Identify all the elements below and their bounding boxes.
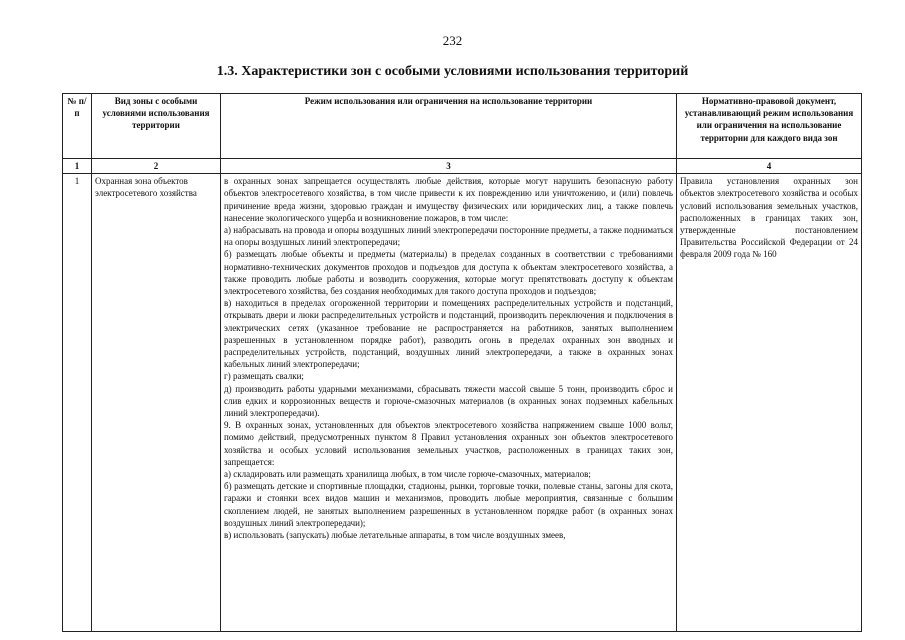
legal-document-cell: Правила установления охранных зон объектов электросетевого хозяйства и особых условий использования земельных участков, расположенных в границах таких зон, утвержденные постановлением Правительства Российской Федерации от 24 февраля 2009 года № 160	[677, 174, 862, 632]
regime-paragraph: а) складировать или размещать хранилища любых, в том числе горюче-смазочных, материалов;	[224, 469, 591, 480]
zones-table	[62, 93, 862, 632]
regime-paragraph: б) размещать любые объекты и предметы (материалы) в пределах созданных в соответствии с требованиями нормативно-технических документов проходов и подъездов для доступа к объектам электросетевого хозяйства, а также проводить любые работы и возводить сооружения, которые могут препятствовать доступу к объектам электросетевого хозяйства, без создания необходимых для такого доступа проходов и подъездов;	[224, 249, 673, 297]
column-number: 2	[92, 159, 221, 174]
regime-paragraph: д) производить работы ударными механизмами, сбрасывать тяжести массой свыше 5 тонн, производить сброс и слив едких и коррозионных веществ и горюче-смазочных материалов (в охранных зонах подземных кабельных линий электропередачи).	[224, 383, 673, 419]
regime-paragraph: г) размещать свалки;	[224, 371, 304, 382]
section-title: 1.3. Характеристики зон с особыми условиями использования территорий	[216, 64, 689, 79]
column-number: 1	[63, 159, 92, 174]
header-zone-type: Вид зоны с особыми условиями использования территории	[92, 94, 221, 159]
regime-paragraph: а) набрасывать на провода и опоры воздушных линий электропередачи посторонние предметы, а также подниматься на опоры воздушных линий электропередачи;	[224, 225, 673, 248]
regime-paragraph: в охранных зонах запрещается осуществлять любые действия, которые могут нарушить безопасную работу объектов электросетевого хозяйства, в том числе привести к их повреждению или уничтожению, и (или) повлечь причинение вреда жизни, здоровью граждан и имуществу физических или юридических лиц, а также повлечь нанесение экологического ущерба и возникновение пожаров, в том числе:	[224, 176, 673, 223]
column-number-row	[63, 159, 862, 174]
table-row	[63, 174, 862, 632]
row-number: 1	[63, 174, 92, 632]
regime-cell	[221, 174, 677, 632]
header-legal-document: Нормативно-правовой документ, устанавливающий режим использования или ограничения на использование территории для каждого вида зон	[677, 94, 862, 159]
table-header-row	[63, 94, 862, 159]
regime-paragraph: в) находиться в пределах огороженной территории и помещениях распределительных устройств и подстанций, открывать двери и люки распределительных устройств и подстанций, производить переключения и подключения в электрических сетях (указанное требование не распространяется на работников, занятых выполнением разрешенных в установленном порядке работ), разводить огонь в пределах охранных зон вводных и распределительных устройств, подстанций, воздушных линий электропередачи, а также в охранных зонах кабельных линий электропередачи;	[224, 298, 673, 370]
zone-type-cell: Охранная зона объектов электросетевого хозяйства	[92, 174, 221, 632]
regime-paragraph: в) использовать (запускать) любые летательные аппараты, в том числе воздушных змеев,	[224, 530, 566, 541]
regime-paragraph: б) размещать детские и спортивные площадки, стадионы, рынки, торговые точки, полевые станы, загоны для скота, гаражи и стоянки всех видов машин и механизмов, проводить любые мероприятия, связанные с большим скоплением людей, не занятых выполнением разрешенных в установленном порядке работ (в охранных зонах воздушных линий электропередачи);	[224, 481, 673, 528]
header-number: № п/п	[63, 94, 92, 159]
column-number: 4	[677, 159, 862, 174]
header-regime: Режим использования или ограничения на использование территории	[221, 94, 677, 159]
column-number: 3	[221, 159, 677, 174]
regime-paragraph: 9. В охранных зонах, установленных для объектов электросетевого хозяйства напряжением свыше 1000 вольт, помимо действий, предусмотренных пунктом 8 Правил установления охранных зон объектов электросетевого хозяйства и особых условий использования земельных участков, расположенных в границах таких зон, запрещается:	[224, 420, 673, 467]
page-number: 232	[442, 33, 463, 48]
